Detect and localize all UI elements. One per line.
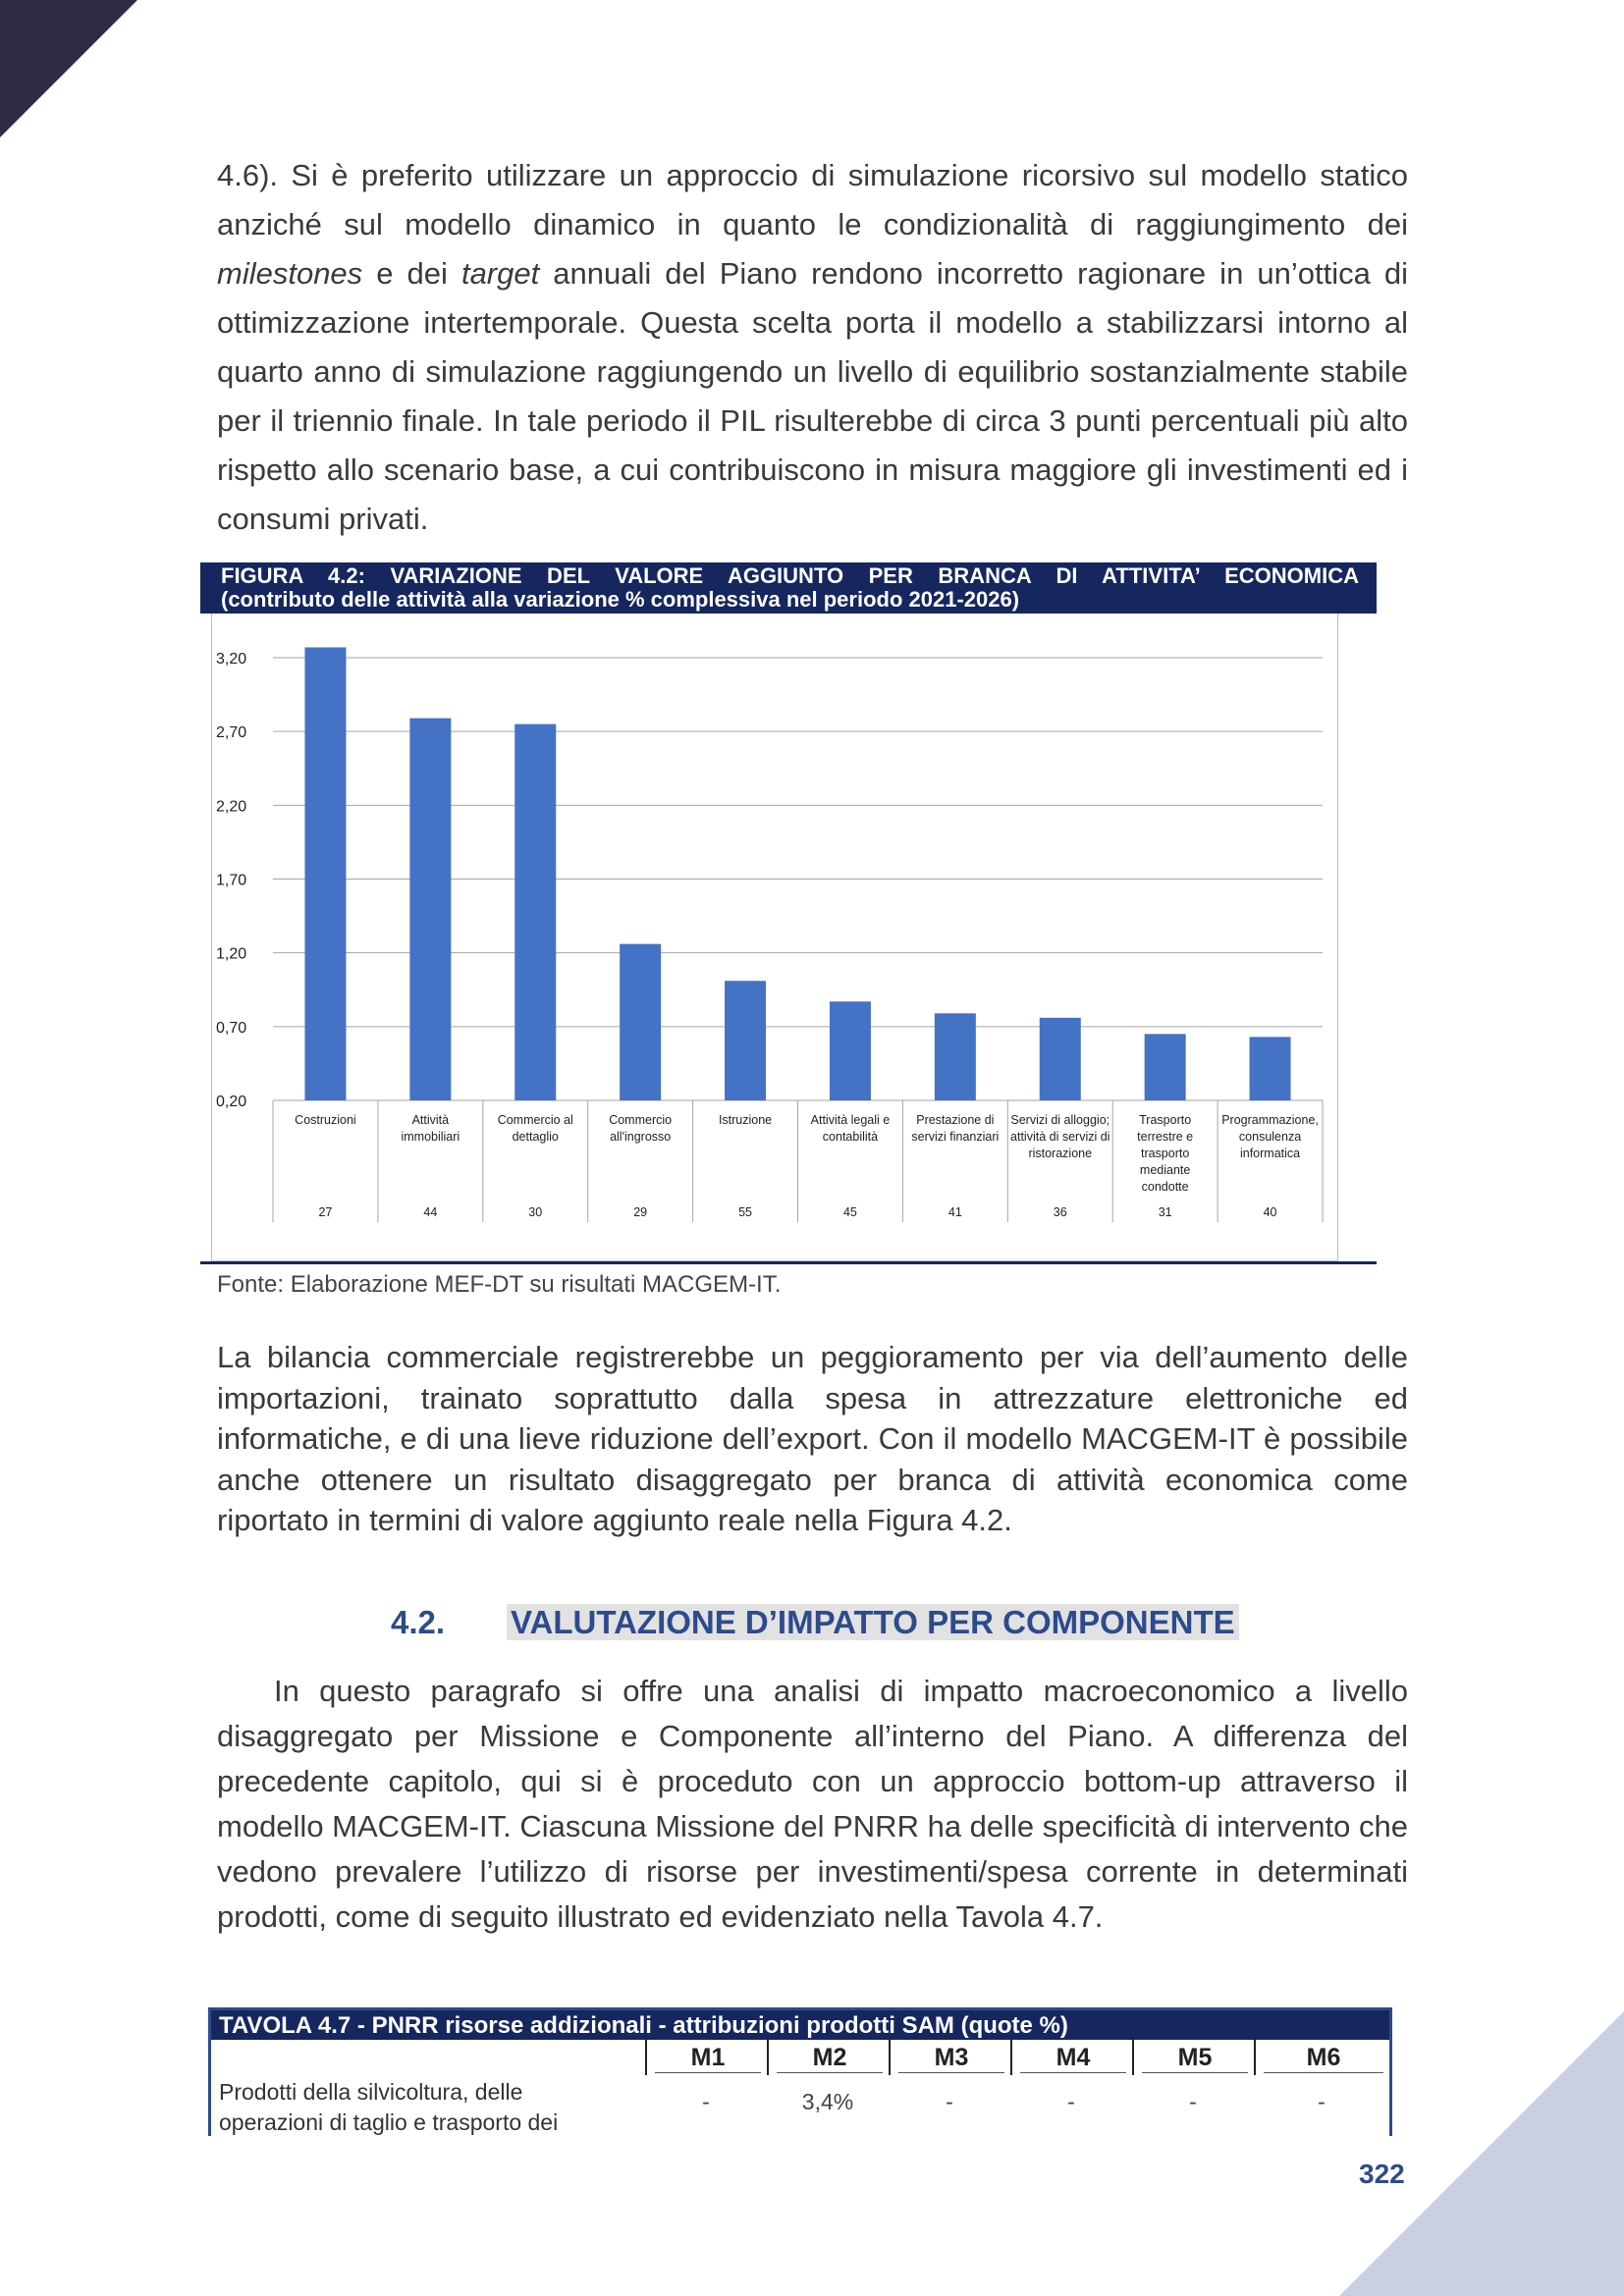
- text-line: per il triennio finale. In tale periodo il PIL risulterebbe di circa 3 punti percentuali più alto: [217, 403, 1408, 438]
- table-cell: 3,4%: [801, 2089, 854, 2114]
- category-code-label: 40: [1263, 1205, 1277, 1219]
- y-tick-label: 1,20: [216, 945, 247, 963]
- y-tick-label: 1,70: [216, 872, 247, 889]
- text-line: anziché sul modello dinamico in quanto le condizionalità di raggiungimento dei: [217, 207, 1408, 241]
- figure-title-bar: [200, 562, 1377, 614]
- figure-subtitle: (contributo delle attività alla variazione % complessiva nel periodo 2021-2026): [221, 587, 1020, 612]
- category-code-label: 44: [423, 1205, 438, 1219]
- table-cell: -: [946, 2089, 953, 2114]
- x-category-label: servizi finanziari: [911, 1130, 1000, 1144]
- category-code-label: 29: [633, 1205, 648, 1219]
- corner-decoration-top-left: [0, 0, 137, 137]
- category-code-label: 55: [738, 1205, 753, 1219]
- table-cell: -: [1067, 2089, 1075, 2114]
- text-line: vedono prevalere l’utilizzo di risorse per investimenti/spesa corrente in determinati: [217, 1854, 1408, 1889]
- x-category-label: Istruzione: [718, 1113, 773, 1127]
- text-line: importazioni, trainato soprattutto dalla spesa in attrezzature elettroniche ed: [217, 1380, 1408, 1415]
- bar: [725, 981, 766, 1100]
- x-category-label: Programmazione,: [1221, 1113, 1319, 1127]
- category-code-label: 27: [318, 1205, 333, 1219]
- x-category-label: attività di servizi di: [1010, 1130, 1110, 1144]
- x-category-label: Commercio al: [497, 1113, 573, 1127]
- text-line: prodotti, come di seguito illustrato ed evidenziato nella Tavola 4.7.: [217, 1899, 1104, 1934]
- text-fragment: e dei: [362, 256, 461, 291]
- bar: [514, 724, 556, 1100]
- table-cell: -: [1189, 2089, 1197, 2114]
- x-category-label: ristorazione: [1028, 1147, 1093, 1160]
- emphasis-milestones: milestones: [217, 256, 363, 291]
- bar: [830, 1001, 871, 1100]
- x-category-label: Commercio: [609, 1113, 673, 1127]
- column-header-m4: M4: [1010, 2040, 1134, 2075]
- row-label: Prodotti della silvicoltura, delle operazioni di taglio e trasporto dei: [219, 2079, 559, 2135]
- chart-frame: [211, 614, 1338, 1261]
- bar: [304, 647, 346, 1100]
- x-category-label: Trasporto: [1139, 1113, 1192, 1127]
- figure-bottom-rule: [200, 1261, 1377, 1264]
- x-category-label: immobiliari: [401, 1130, 460, 1144]
- x-category-label: Attività: [411, 1113, 450, 1127]
- table-4-7: [208, 2007, 1392, 2136]
- table-row: [208, 2075, 1392, 2136]
- table-column-headers: [208, 2040, 1392, 2075]
- text-line: [217, 249, 1408, 298]
- category-code-label: 36: [1053, 1205, 1067, 1219]
- section-title: VALUTAZIONE D’IMPATTO PER COMPONENTE: [507, 1604, 1239, 1640]
- table-cell: -: [702, 2089, 710, 2114]
- x-category-label: mediante: [1139, 1163, 1191, 1177]
- text-line: consumi privati.: [217, 502, 429, 536]
- text-line: riportato in termini di valore aggiunto reale nella Figura 4.2.: [217, 1503, 1012, 1537]
- category-code-label: 31: [1158, 1205, 1172, 1219]
- text-line: anche ottenere un risultato disaggregato per branca di attività economica come: [217, 1462, 1408, 1497]
- text-line: informatiche, e di una lieve riduzione dell’export. Con il modello MACGEM-IT è possibile: [217, 1421, 1408, 1456]
- section-number: 4.2.: [391, 1604, 446, 1640]
- y-tick-label: 3,20: [216, 651, 247, 667]
- bar-chart: [212, 614, 1337, 1260]
- text-line: In questo paragrafo si offre una analisi di impatto macroeconomico a livello: [274, 1674, 1408, 1708]
- figure-title: FIGURA 4.2: VARIAZIONE DEL VALORE AGGIUNTO PER BRANCA DI ATTIVITA’ ECONOMICA: [221, 563, 1359, 588]
- figure-source: Fonte: Elaborazione MEF-DT su risultati MACGEM-IT.: [217, 1271, 782, 1298]
- paragraph-trade-balance: [217, 1337, 1408, 1541]
- x-category-label: all'ingrosso: [610, 1130, 672, 1144]
- text-line: rispetto allo scenario base, a cui contribuiscono in misura maggiore gli investimenti ed i: [217, 453, 1408, 487]
- x-category-label: Servizi di alloggio;: [1010, 1113, 1110, 1127]
- page-number: 322: [1359, 2159, 1405, 2189]
- x-category-label: consulenza: [1238, 1130, 1302, 1144]
- column-header-m3: M3: [889, 2040, 1012, 2075]
- column-header-m5: M5: [1132, 2040, 1256, 2075]
- paragraph-intro: [217, 151, 1408, 544]
- column-header-m1: M1: [645, 2040, 769, 2075]
- text-line: 4.6). Si è preferito utilizzare un approccio di simulazione ricorsivo sul modello statico: [217, 158, 1408, 192]
- column-header-m2: M2: [767, 2040, 891, 2075]
- bar: [935, 1013, 976, 1100]
- section-heading: [391, 1604, 1239, 1641]
- x-category-label: Costruzioni: [295, 1113, 356, 1127]
- y-tick-label: 2,20: [216, 798, 247, 816]
- x-category-label: dettaglio: [512, 1130, 559, 1144]
- y-tick-label: 0,70: [216, 1019, 247, 1037]
- x-category-label: contabilità: [822, 1130, 879, 1144]
- emphasis-target: target: [460, 256, 540, 291]
- x-category-label: trasporto: [1140, 1147, 1190, 1160]
- x-category-label: terrestre e: [1137, 1130, 1194, 1144]
- bar: [1040, 1018, 1081, 1100]
- bar: [620, 944, 661, 1100]
- table-cell: -: [1318, 2089, 1326, 2114]
- text-line: La bilancia commerciale registrerebbe un peggioramento per via dell’aumento delle: [217, 1340, 1408, 1374]
- x-category-label: informatica: [1239, 1147, 1301, 1160]
- bar: [1250, 1037, 1291, 1100]
- bar: [409, 719, 451, 1100]
- paragraph-section-intro: [217, 1669, 1408, 1940]
- x-category-label: Attività legali e: [810, 1113, 891, 1127]
- text-line: disaggregato per Missione e Componente all’interno del Piano. A differenza del: [217, 1719, 1408, 1753]
- text-line: precedente capitolo, qui si è proceduto con un approccio bottom-up attraverso il: [217, 1764, 1408, 1798]
- x-category-label: condotte: [1141, 1180, 1189, 1194]
- y-tick-label: 0,20: [216, 1094, 247, 1110]
- table-title: TAVOLA 4.7 - PNRR risorse addizionali - attribuzioni prodotti SAM (quote %): [208, 2007, 1392, 2040]
- text-fragment: annuali del Piano rendono incorretto ragionare in un’ottica di: [539, 256, 1408, 291]
- y-tick-label: 2,70: [216, 724, 247, 742]
- text-line: modello MACGEM-IT. Ciascuna Missione del PNRR ha delle specificità di intervento che: [217, 1809, 1408, 1843]
- bar: [1145, 1034, 1186, 1100]
- x-category-label: Prestazione di: [916, 1113, 995, 1127]
- category-code-label: 45: [842, 1205, 857, 1219]
- category-code-label: 30: [528, 1205, 543, 1219]
- category-code-label: 41: [947, 1205, 962, 1219]
- text-line: quarto anno di simulazione raggiungendo un livello di equilibrio sostanzialmente stabile: [217, 354, 1408, 389]
- column-header-m6: M6: [1254, 2040, 1391, 2075]
- text-line: ottimizzazione intertemporale. Questa scelta porta il modello a stabilizzarsi intorno al: [217, 305, 1408, 340]
